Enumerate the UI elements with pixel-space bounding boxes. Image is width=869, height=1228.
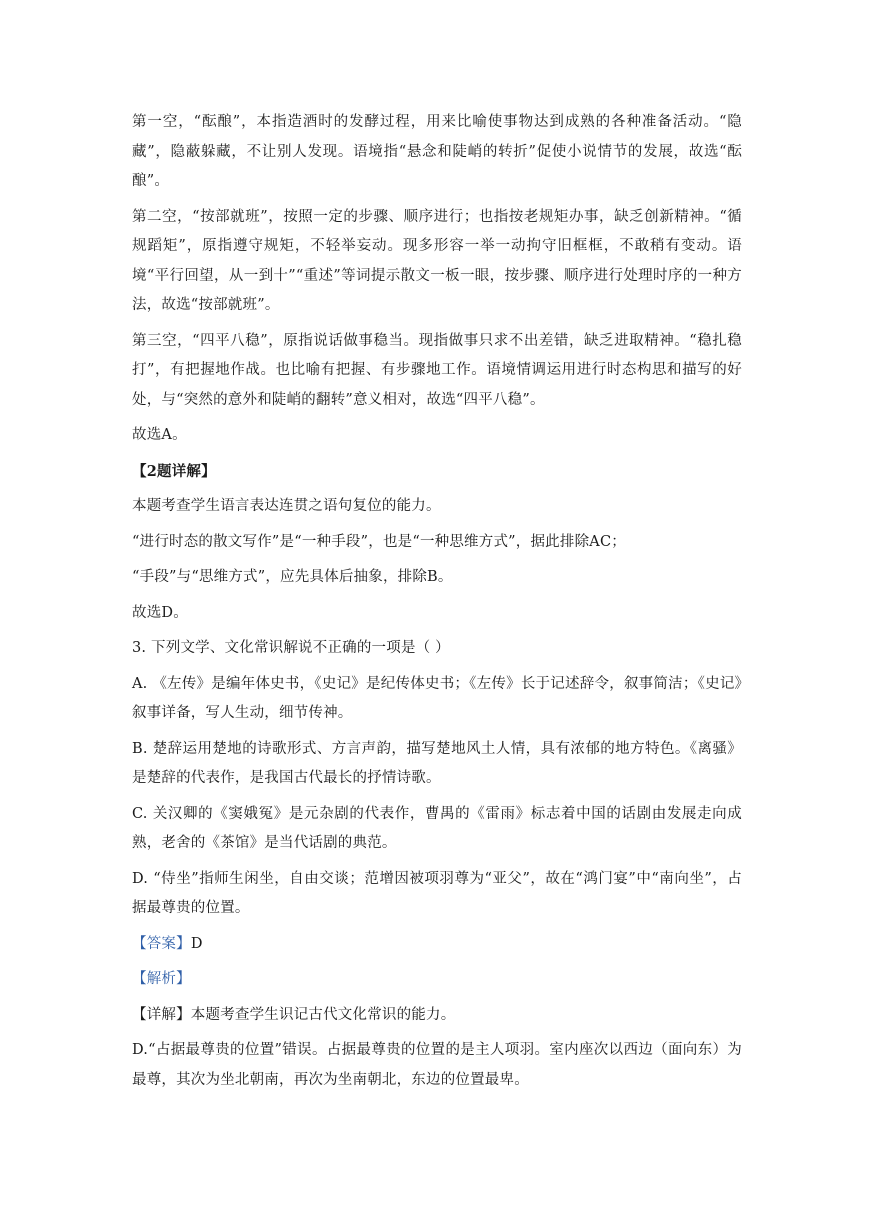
option-d-explanation: D.“占据最尊贵的位置”错误。占据最尊贵的位置的是主人项羽。室内座次以西边（面向东）为最尊，其次为坐北朝南，再次为坐南朝北，东边的位置最卑。: [132, 1042, 742, 1088]
option-a: A. 《左传》是编年体史书，《史记》是纪传体史书；《左传》长于记述辞令，叙事简洁；《史记》叙事详备，写人生动，细节传神。: [132, 675, 742, 721]
option-b: B. 楚辞运用楚地的诗歌形式、方言声韵，描写楚地风土人情，具有浓郁的地方特色。《离骚》是楚辞的代表作，是我国古代最长的抒情诗歌。: [132, 740, 742, 786]
answer-choice-q2: 故选D。: [132, 604, 188, 621]
section-heading-q2-detail: 【2题详解】: [132, 462, 216, 480]
analysis-blank-3: 第三空，“四平八稳”，原指说话做事稳当。现指做事只求不出差错，缺乏进取精神。“稳扎稳打”，有把握地作战。也比喻有把握、有步骤地工作。语境情调运用进行时态构思和描写的好处，与“突然的意外和陡峭的翻转”意义相对，故选“四平八稳”。: [132, 332, 742, 408]
analysis-blank-2: 第二空，“按部就班”，按照一定的步骤、顺序进行；也指按老规矩办事，缺乏创新精神。“循规蹈矩”，原指遵守规矩，不轻举妄动。现多形容一举一动拘守旧框框，不敢稍有变动。语境“平行回望，从一到十”“重述”等词提示散文一板一眼，按步骤、顺序进行处理时序的一种方法，故选“按部就班”。: [132, 208, 742, 313]
detail-explanation: 【详解】本题考查学生识记古代文化常识的能力。: [132, 1006, 456, 1023]
q2-reasoning-1: “进行时态的散文写作”是“一种手段”，也是“一种思维方式”，据此排除AC；: [132, 533, 626, 550]
answer-label: 【答案】: [132, 935, 191, 952]
document-page: [132, 108, 742, 1101]
option-d: D. “侍坐”指师生闲坐，自由交谈；范增因被项羽尊为“亚父”，故在“鸿门宴”中“南向坐”，占据最尊贵的位置。: [132, 870, 742, 916]
answer-value: D: [190, 935, 203, 952]
answer-choice-q1: 故选A。: [132, 427, 187, 443]
question-3-stem: 3. 下列文学、文化常识解说不正确的一项是（ ）: [132, 640, 450, 656]
option-c: C. 关汉卿的《窦娥冤》是元杂剧的代表作，曹禺的《雷雨》标志着中国的话剧由发展走向成熟，老舍的《茶馆》是当代话剧的典范。: [132, 805, 742, 851]
analysis-blank-1: 第一空，“酝酿”，本指造酒时的发酵过程，用来比喻使事物达到成熟的各种准备活动。“隐藏”，隐蔽躲藏，不让别人发现。语境指“悬念和陡峭的转折”促使小说情节的发展，故选“酝酿”。: [132, 114, 742, 189]
q2-reasoning-2: “手段”与“思维方式”，应先具体后抽象，排除B。: [132, 569, 453, 585]
analysis-label: 【解析】: [132, 971, 191, 987]
q2-skill-statement: 本题考查学生语言表达连贯之语句复位的能力。: [132, 498, 441, 514]
answer-line: [132, 930, 742, 960]
